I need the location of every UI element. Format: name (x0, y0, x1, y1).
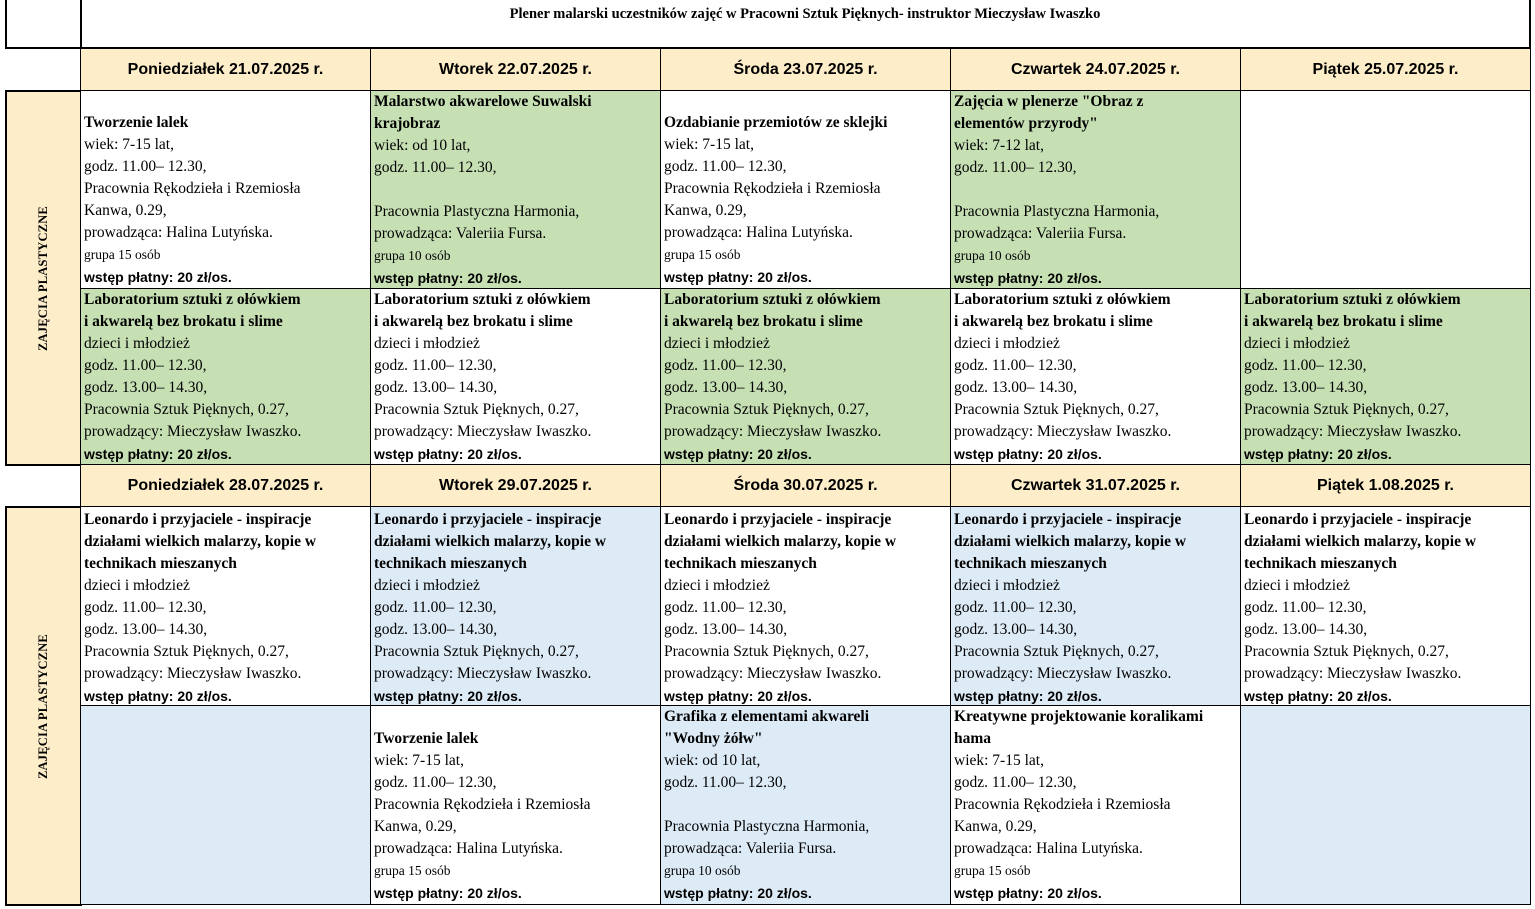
activity-time-2: godz. 13.00– 14.30, (374, 379, 498, 396)
activity-time: godz. 11.00– 12.30, (84, 357, 207, 374)
activity-title: Leonardo i przyjaciele - inspiracje (374, 511, 602, 528)
activity-cell (660, 288, 951, 466)
activity-fee: wstęp płatny: 20 zł/os. (954, 270, 1102, 286)
activity-time-2: godz. 13.00– 14.30, (1244, 621, 1368, 638)
activity-group: grupa 10 osób (954, 248, 1031, 263)
activity-title-2: i akwarelą bez brokatu i slime (664, 313, 863, 330)
empty-cell (1240, 90, 1531, 289)
activity-audience: dzieci i młodzież (954, 577, 1060, 594)
activity-lead: prowadząca: Valeriia Fursa. (664, 840, 837, 857)
activity-fee: wstęp płatny: 20 zł/os. (1244, 446, 1392, 462)
activity-title-2: działami wielkich malarzy, kopie w (954, 533, 1187, 550)
activity-time: godz. 11.00– 12.30, (1244, 599, 1367, 616)
activity-fee: wstęp płatny: 20 zł/os. (664, 688, 812, 704)
activity-place: Pracownia Plastyczna Harmonia, (374, 203, 580, 220)
activity-group: grupa 15 osób (84, 246, 161, 262)
activity-audience: dzieci i młodzież (1244, 577, 1350, 594)
activity-fee: wstęp płatny: 20 zł/os. (954, 688, 1102, 704)
activity-cell (950, 288, 1241, 466)
activity-title: Leonardo i przyjaciele - inspiracje (84, 511, 312, 528)
activity-cell (370, 705, 661, 905)
activity-fee: wstęp płatny: 20 zł/os. (1244, 688, 1392, 704)
activity-fee: wstęp płatny: 20 zł/os. (664, 446, 812, 462)
activity-audience: dzieci i młodzież (664, 577, 770, 594)
day-header-wed-1: Środa 23.07.2025 r. (660, 48, 951, 92)
activity-lead: prowadzący: Mieczysław Iwaszko. (954, 423, 1172, 440)
activity-age: wiek: 7-15 lat, (954, 752, 1044, 769)
day-header-thu-2: Czwartek 31.07.2025 r. (950, 464, 1241, 508)
activity-cell (370, 288, 661, 466)
activity-cell (950, 705, 1241, 905)
activity-cell (950, 506, 1241, 706)
activity-fee: wstęp płatny: 20 zł/os. (374, 885, 522, 901)
side-label-text: ZAJĘCIA PLASTYCZNE (36, 205, 51, 351)
activity-group: grupa 15 osób (954, 863, 1031, 878)
activity-place-2: Kanwa, 0.29, (664, 201, 747, 219)
activity-time-2: godz. 13.00– 14.30, (664, 379, 788, 396)
activity-cell (1240, 506, 1531, 706)
activity-time: godz. 11.00– 12.30, (374, 599, 497, 616)
activity-cell (660, 506, 951, 706)
activity-place: Pracownia Rękodzieła i Rzemiosła (84, 179, 301, 197)
activity-audience: dzieci i młodzież (84, 577, 190, 594)
day-header-mon-1: Poniedziałek 21.07.2025 r. (80, 48, 371, 92)
activity-title: Ozdabianie przemiotów ze sklejki (664, 113, 888, 131)
activity-time: godz. 11.00– 12.30, (954, 599, 1077, 616)
activity-time: godz. 11.00– 12.30, (954, 774, 1077, 791)
activity-time-2: godz. 13.00– 14.30, (84, 379, 208, 396)
activity-age: wiek: 7-15 lat, (84, 135, 174, 153)
empty-cell (80, 705, 371, 905)
activity-title: Kreatywne projektowanie koralikami (954, 708, 1204, 725)
activity-lead: prowadzący: Mieczysław Iwaszko. (954, 665, 1172, 682)
activity-time-2: godz. 13.00– 14.30, (954, 621, 1078, 638)
activity-time-2: godz. 13.00– 14.30, (954, 379, 1078, 396)
side-label-text: ZAJĘCIA PLASTYCZNE (36, 633, 51, 779)
activity-fee: wstęp płatny: 20 zł/os. (374, 688, 522, 704)
activity-title-3: technikach mieszanych (1244, 555, 1397, 572)
activity-group: grupa 15 osób (374, 863, 451, 878)
activity-time: godz. 11.00– 12.30, (664, 157, 787, 175)
activity-place: Pracownia Sztuk Pięknych, 0.27, (1244, 643, 1449, 660)
day-header-fri-2: Piątek 1.08.2025 r. (1240, 464, 1531, 508)
page-title: Plener malarski uczestników zajęć w Pracowni Sztuk Pięknych- instruktor Mieczysław Iwaszko (509, 6, 1101, 22)
activity-title: Laboratorium sztuki z ołówkiem (954, 291, 1171, 308)
activity-title-2: działami wielkich malarzy, kopie w (1244, 533, 1477, 550)
activity-title: Leonardo i przyjaciele - inspiracje (954, 511, 1182, 528)
activity-title-2: i akwarelą bez brokatu i slime (84, 313, 283, 330)
activity-place: Pracownia Sztuk Pięknych, 0.27, (84, 643, 289, 660)
activity-lead: prowadzący: Mieczysław Iwaszko. (84, 423, 302, 440)
activity-place: Pracownia Sztuk Pięknych, 0.27, (664, 401, 869, 418)
activity-lead: prowadzący: Mieczysław Iwaszko. (374, 423, 592, 440)
activity-audience: dzieci i młodzież (84, 335, 190, 352)
activity-age: wiek: od 10 lat, (664, 752, 761, 769)
activity-title: Grafika z elementami akwareli (664, 708, 870, 725)
activity-place: Pracownia Sztuk Pięknych, 0.27, (954, 643, 1159, 660)
activity-cell (370, 506, 661, 706)
activity-time: godz. 11.00– 12.30, (664, 357, 787, 374)
activity-lead: prowadzący: Mieczysław Iwaszko. (374, 665, 592, 682)
activity-group: grupa 15 osób (664, 246, 741, 262)
activity-place: Pracownia Plastyczna Harmonia, (664, 818, 870, 835)
activity-title: Laboratorium sztuki z ołówkiem (84, 291, 301, 308)
activity-fee: wstęp płatny: 20 zł/os. (374, 446, 522, 462)
activity-time-2: godz. 13.00– 14.30, (84, 621, 208, 638)
activity-audience: dzieci i młodzież (664, 335, 770, 352)
activity-cell (1240, 288, 1531, 466)
activity-title: Laboratorium sztuki z ołówkiem (374, 291, 591, 308)
activity-group: grupa 10 osób (374, 248, 451, 263)
activity-time-2: godz. 13.00– 14.30, (1244, 379, 1368, 396)
activity-lead: prowadząca: Halina Lutyńska. (84, 223, 273, 241)
activity-place: Pracownia Rękodzieła i Rzemiosła (954, 796, 1171, 813)
activity-place: Pracownia Sztuk Pięknych, 0.27, (664, 643, 869, 660)
activity-lead: prowadząca: Valeriia Fursa. (374, 225, 547, 242)
activity-age: wiek: 7-12 lat, (954, 137, 1044, 154)
activity-time: godz. 11.00– 12.30, (664, 599, 787, 616)
empty-cell (1240, 705, 1531, 905)
activity-age: wiek: 7-15 lat, (664, 135, 754, 153)
activity-title-3: technikach mieszanych (954, 555, 1107, 572)
activity-place: Pracownia Plastyczna Harmonia, (954, 203, 1160, 220)
activity-group: grupa 10 osób (664, 863, 741, 878)
activity-time-2: godz. 13.00– 14.30, (374, 621, 498, 638)
activity-time: godz. 11.00– 12.30, (374, 159, 497, 176)
activity-title: Laboratorium sztuki z ołówkiem (664, 291, 881, 308)
activity-lead: prowadzący: Mieczysław Iwaszko. (664, 423, 882, 440)
activity-place: Pracownia Rękodzieła i Rzemiosła (374, 796, 591, 813)
activity-time: godz. 11.00– 12.30, (374, 357, 497, 374)
activity-place-2: Kanwa, 0.29, (954, 818, 1037, 835)
activity-cell (80, 288, 371, 466)
activity-fee: wstęp płatny: 20 zł/os. (374, 270, 522, 286)
activity-time: godz. 11.00– 12.30, (84, 157, 207, 175)
activity-cell (660, 90, 951, 289)
side-label-week-1 (5, 90, 82, 466)
activity-fee: wstęp płatny: 20 zł/os. (664, 268, 812, 285)
activity-place: Pracownia Sztuk Pięknych, 0.27, (1244, 401, 1449, 418)
activity-title: Leonardo i przyjaciele - inspiracje (1244, 511, 1472, 528)
activity-time: godz. 11.00– 12.30, (374, 774, 497, 791)
day-header-tue-2: Wtorek 29.07.2025 r. (370, 464, 661, 508)
activity-title: Zajęcia w plenerze "Obraz z elementów przyrody" (954, 93, 1144, 132)
activity-time: godz. 11.00– 12.30, (1244, 357, 1367, 374)
activity-title-2: działami wielkich malarzy, kopie w (374, 533, 607, 550)
activity-fee: wstęp płatny: 20 zł/os. (954, 446, 1102, 462)
activity-lead: prowadzący: Mieczysław Iwaszko. (664, 665, 882, 682)
activity-time: godz. 11.00– 12.30, (84, 599, 207, 616)
activity-title-2: i akwarelą bez brokatu i slime (374, 313, 573, 330)
activity-time-2: godz. 13.00– 14.30, (664, 621, 788, 638)
day-header-thu-1: Czwartek 24.07.2025 r. (950, 48, 1241, 92)
activity-lead: prowadzący: Mieczysław Iwaszko. (84, 665, 302, 682)
activity-time: godz. 11.00– 12.30, (954, 159, 1077, 176)
activity-audience: dzieci i młodzież (954, 335, 1060, 352)
activity-place: Pracownia Sztuk Pięknych, 0.27, (84, 401, 289, 418)
activity-lead: prowadzący: Mieczysław Iwaszko. (1244, 665, 1462, 682)
activity-title-2: i akwarelą bez brokatu i slime (1244, 313, 1443, 330)
activity-cell (80, 506, 371, 706)
activity-fee: wstęp płatny: 20 zł/os. (84, 268, 232, 285)
activity-audience: dzieci i młodzież (1244, 335, 1350, 352)
day-header-mon-2: Poniedziałek 28.07.2025 r. (80, 464, 371, 508)
activity-title-2: hama (954, 730, 992, 747)
day-header-tue-1: Wtorek 22.07.2025 r. (370, 48, 661, 92)
activity-place: Pracownia Sztuk Pięknych, 0.27, (374, 643, 579, 660)
activity-title-3: technikach mieszanych (84, 555, 237, 572)
activity-fee: wstęp płatny: 20 zł/os. (84, 688, 232, 704)
activity-title: Leonardo i przyjaciele - inspiracje (664, 511, 892, 528)
activity-title: Tworzenie lalek (374, 730, 479, 747)
activity-title-2: działami wielkich malarzy, kopie w (84, 533, 317, 550)
activity-time: godz. 11.00– 12.30, (664, 774, 787, 791)
activity-title: Laboratorium sztuki z ołówkiem (1244, 291, 1461, 308)
activity-cell (370, 90, 661, 289)
activity-title-2: działami wielkich malarzy, kopie w (664, 533, 897, 550)
activity-place: Pracownia Sztuk Pięknych, 0.27, (374, 401, 579, 418)
activity-title: Tworzenie lalek (84, 113, 189, 131)
side-label-week-2 (5, 506, 82, 906)
activity-place: Pracownia Sztuk Pięknych, 0.27, (954, 401, 1159, 418)
activity-audience: dzieci i młodzież (374, 577, 480, 594)
activity-lead: prowadząca: Halina Lutyńska. (954, 840, 1143, 857)
activity-title-3: technikach mieszanych (664, 555, 817, 572)
activity-place: Pracownia Rękodzieła i Rzemiosła (664, 179, 881, 197)
activity-cell (950, 90, 1241, 289)
activity-title-3: technikach mieszanych (374, 555, 527, 572)
activity-lead: prowadząca: Halina Lutyńska. (374, 840, 563, 857)
activity-lead: prowadząca: Valeriia Fursa. (954, 225, 1127, 242)
activity-title-2: "Wodny żółw" (664, 730, 763, 747)
activity-audience: dzieci i młodzież (374, 335, 480, 352)
day-header-wed-2: Środa 30.07.2025 r. (660, 464, 951, 508)
activity-cell (80, 90, 371, 289)
activity-fee: wstęp płatny: 20 zł/os. (84, 446, 232, 462)
activity-fee: wstęp płatny: 20 zł/os. (954, 885, 1102, 901)
activity-age: wiek: 7-15 lat, (374, 752, 464, 769)
activity-lead: prowadząca: Halina Lutyńska. (664, 223, 853, 241)
activity-title: Malarstwo akwarelowe Suwalski krajobraz (374, 93, 592, 132)
activity-age: wiek: od 10 lat, (374, 137, 471, 154)
activity-place-2: Kanwa, 0.29, (374, 818, 457, 835)
activity-place-2: Kanwa, 0.29, (84, 201, 167, 219)
activity-cell (660, 705, 951, 905)
activity-fee: wstęp płatny: 20 zł/os. (664, 885, 812, 901)
activity-title-2: i akwarelą bez brokatu i slime (954, 313, 1153, 330)
corner-cell (5, 0, 82, 49)
activity-time: godz. 11.00– 12.30, (954, 357, 1077, 374)
activity-lead: prowadzący: Mieczysław Iwaszko. (1244, 423, 1462, 440)
day-header-fri-1: Piątek 25.07.2025 r. (1240, 48, 1531, 92)
